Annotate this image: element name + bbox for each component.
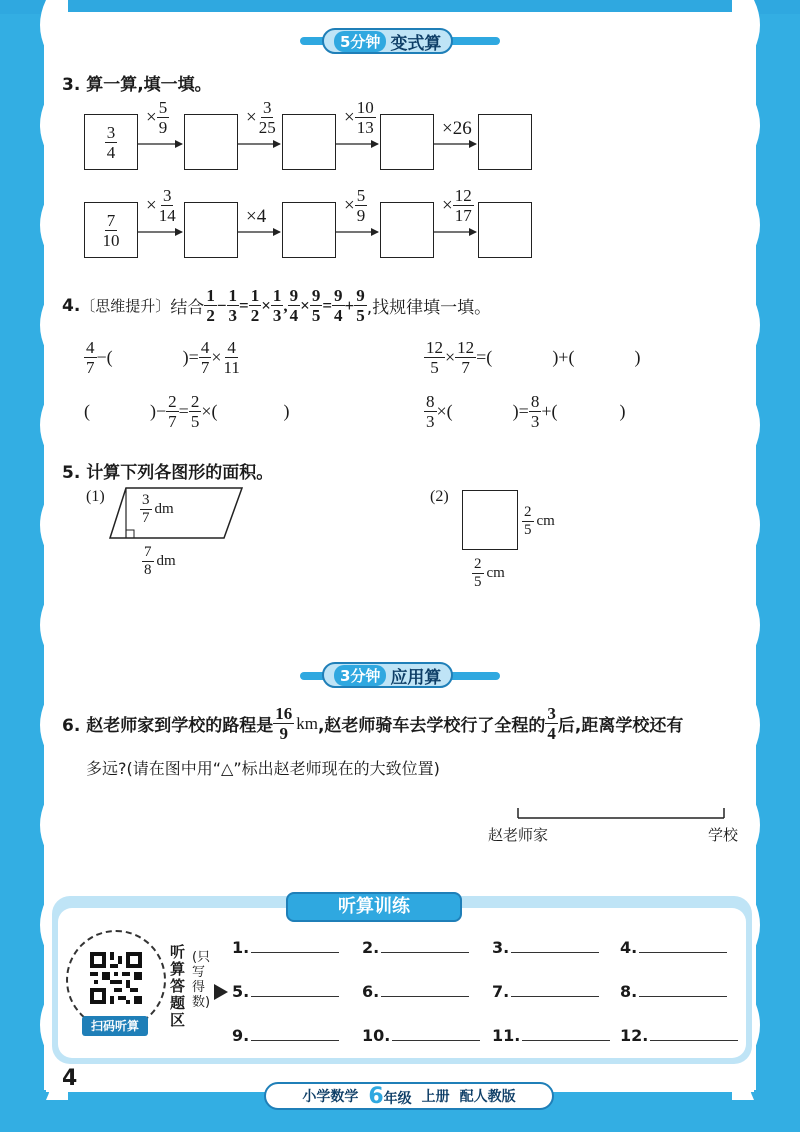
chain-start-box — [84, 202, 138, 258]
answer-item — [620, 1026, 738, 1045]
q4-equation-1: $\frac{4}{7}$ −( )= $\frac{4}{7}$ × $\frac{4}{11}$ — [86, 338, 240, 377]
chain-operator: × $\frac{12}{17}$ — [442, 186, 472, 225]
chain-operator: × $\frac{5}{9}$ — [344, 186, 366, 225]
answer-number: 2. — [362, 938, 380, 957]
answer-item — [232, 1026, 339, 1045]
q4-tail: ,找规律填一填。 — [366, 298, 492, 318]
answer-item — [620, 982, 727, 1001]
answer-blank[interactable] — [639, 952, 727, 953]
answer-item — [492, 982, 599, 1001]
chain-answer-box[interactable] — [282, 202, 336, 258]
chain-start-box — [84, 114, 138, 170]
play-arrow-icon — [214, 984, 228, 1000]
answer-item — [492, 938, 599, 957]
route-end-label: 学校 — [708, 828, 739, 844]
answer-item — [620, 938, 727, 957]
answer-blank[interactable] — [251, 952, 339, 953]
chain-operator: × $\frac{5}{9}$ — [146, 98, 168, 137]
answer-number: 5. — [232, 982, 250, 1001]
q4-equation-2: $\frac{12}{5}$ × $\frac{12}{7}$ =( )+( ) — [426, 338, 641, 377]
parallelogram-figure — [108, 486, 248, 546]
answer-blank[interactable] — [650, 1040, 738, 1041]
chain-answer-box[interactable] — [478, 202, 532, 258]
answer-item — [362, 938, 469, 957]
q4-tag: 〔思维提升〕 — [80, 297, 171, 315]
answer-number: 6. — [362, 982, 380, 1001]
section-title: 变式算 — [390, 33, 442, 54]
route-start-label: 赵老师家 — [488, 828, 549, 844]
section-title: 应用算 — [390, 667, 442, 688]
section-minutes: 5分钟 — [334, 31, 386, 52]
answer-number: 4. — [620, 938, 638, 957]
fig2-label: (2) — [430, 488, 449, 505]
answer-item — [362, 982, 469, 1001]
answer-area-note: (只写得数) — [192, 950, 211, 1010]
fig2-side-bottom: $\frac{2}{5}$ cm — [474, 556, 505, 590]
answer-number: 11. — [492, 1026, 521, 1045]
question-6-stem: 6. 赵老师家到学校的路程是 $\frac{16}{9}$ km ,赵老师骑车去学校行了全程的 $\frac{3}{4}$ 后,距离学校还有 — [62, 704, 684, 743]
fig2-side-right: $\frac{2}{5}$ cm — [524, 504, 555, 538]
chain-answer-box[interactable] — [184, 114, 238, 170]
square-figure — [462, 490, 518, 550]
question-4-stem: 4. 〔思维提升〕 结合 $\frac{1}{2}$ − $\frac{1}{3}$ = $\frac{1}{2}$ × $\frac{1}{3}$ , $\frac{9}{4}$ × $\frac{9}{5}$ = $\frac{9}{4}$ + $\frac{9}{5}$ ,找规律填一填。 — [62, 286, 492, 325]
answer-number: 3. — [492, 938, 510, 957]
q4-number: 4. — [62, 295, 81, 316]
answer-blank[interactable] — [381, 996, 469, 997]
chain-start-fraction: $\frac{7}{10}$ — [102, 210, 120, 250]
section-minutes: 3分钟 — [334, 665, 386, 686]
chain-operator: ×26 — [442, 118, 472, 139]
answer-number: 10. — [362, 1026, 391, 1045]
chain-operator: × $\frac{3}{25}$ — [246, 98, 276, 137]
answer-blank[interactable] — [511, 996, 599, 997]
answer-blank[interactable] — [392, 1040, 480, 1041]
answer-blank[interactable] — [522, 1040, 610, 1041]
page-number: 4 — [62, 1066, 78, 1091]
answer-item — [232, 938, 339, 957]
answer-blank[interactable] — [511, 952, 599, 953]
answer-item — [492, 1026, 610, 1045]
chain-answer-box[interactable] — [380, 202, 434, 258]
route-line[interactable] — [510, 804, 732, 822]
answer-number: 9. — [232, 1026, 250, 1045]
answer-blank[interactable] — [639, 996, 727, 997]
fig1-label: (1) — [86, 488, 105, 505]
answer-number: 12. — [620, 1026, 649, 1045]
answer-number: 8. — [620, 982, 638, 1001]
chain-answer-box[interactable] — [184, 202, 238, 258]
answer-blank[interactable] — [381, 952, 469, 953]
answer-area-label: 听算答题区 — [170, 943, 186, 1029]
q4-equation-4: $\frac{8}{3}$ ×( )= $\frac{8}{3}$ +( ) — [426, 392, 626, 431]
question-6-line2: 多远?(请在图中用“△”标出赵老师现在的大致位置) — [86, 759, 440, 778]
question-5-title: 5. 计算下列各图形的面积。 — [62, 463, 274, 483]
q4-intro: 结合 — [170, 298, 205, 318]
section-header-variant — [322, 28, 453, 54]
answer-item — [232, 982, 339, 1001]
footer-book-info: 小学数学 6年级 上册 配人教版 — [264, 1082, 554, 1110]
answer-number: 7. — [492, 982, 510, 1001]
chain-operator: × $\frac{10}{13}$ — [344, 98, 374, 137]
answer-blank[interactable] — [251, 1040, 339, 1041]
answer-blank[interactable] — [251, 996, 339, 997]
chain-start-fraction: $\frac{3}{4}$ — [106, 122, 116, 162]
chain-operator: × $\frac{3}{14}$ — [146, 186, 176, 225]
fig1-base: $\frac{7}{8}$ dm — [144, 544, 176, 578]
question-3-title: 3. 算一算,填一填。 — [62, 75, 212, 95]
chain-answer-box[interactable] — [282, 114, 336, 170]
chain-answer-box[interactable] — [380, 114, 434, 170]
section-header-application — [322, 662, 453, 688]
listening-title: 听算训练 — [286, 892, 462, 922]
answer-item — [362, 1026, 480, 1045]
qr-code-icon[interactable] — [90, 952, 142, 1004]
fig1-height: $\frac{3}{7}$ dm — [142, 492, 174, 526]
qr-label: 扫码听算 — [82, 1016, 148, 1036]
q4-equation-3: ( )− $\frac{2}{7}$ = $\frac{2}{5}$ ×( ) — [84, 392, 290, 431]
chain-operator: ×4 — [246, 206, 267, 227]
answer-number: 1. — [232, 938, 250, 957]
chain-answer-box[interactable] — [478, 114, 532, 170]
